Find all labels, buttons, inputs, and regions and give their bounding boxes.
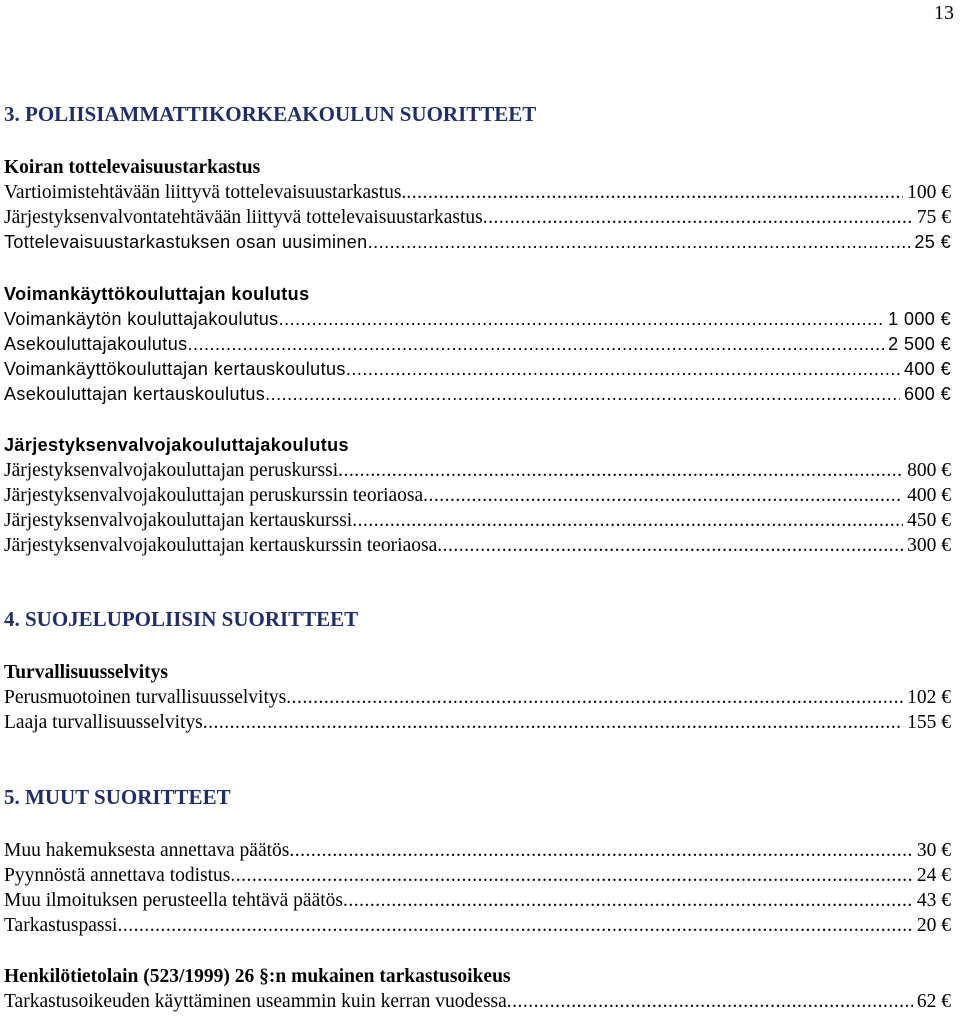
- fee-row: [4, 458, 951, 483]
- fee-row: [4, 307, 951, 332]
- leader-dots: [368, 230, 911, 255]
- fee-row: [4, 483, 951, 508]
- fee-amount: 155 €: [907, 712, 951, 733]
- fee-label: Järjestyksenvalvojakouluttajan kertauskurssin teoriaosa: [4, 535, 438, 556]
- section-heading-3: 3. POLIISIAMMATTIKORKEAKOULUN SUORITTEET: [4, 102, 537, 126]
- group-title-turva: Turvallisuusselvitys: [4, 662, 168, 683]
- fee-row: [4, 180, 951, 205]
- fee-row: [4, 382, 951, 407]
- leader-dots: [423, 483, 903, 508]
- leader-dots: [203, 710, 903, 735]
- fee-amount: 25 €: [914, 232, 951, 252]
- leader-dots: [507, 989, 913, 1014]
- fee-amount: 600 €: [903, 384, 951, 404]
- fee-amount: 102 €: [907, 687, 951, 708]
- leader-dots: [352, 508, 903, 533]
- fee-label: Voimankäyttökouluttajan kertauskoulutus: [4, 359, 346, 379]
- group-title-voimankaytto: Voimankäyttökouluttajan koulutus: [4, 284, 310, 304]
- fee-amount: 100 €: [907, 182, 951, 203]
- fee-row: [4, 913, 951, 938]
- fee-row: [4, 332, 951, 357]
- leader-dots: [279, 307, 885, 332]
- fee-amount: 24 €: [916, 865, 951, 886]
- group-title-koira: Koiran tottelevaisuustarkastus: [4, 157, 261, 178]
- leader-dots: [346, 357, 900, 382]
- leader-dots: [286, 685, 903, 710]
- fee-row: [4, 357, 951, 382]
- leader-dots: [406, 180, 903, 205]
- fee-row: [4, 508, 951, 533]
- fee-label: Laaja turvallisuusselvitys: [4, 712, 203, 733]
- fee-row: [4, 863, 951, 888]
- group-title-henkilo: Henkilötietolain (523/1999) 26 §:n mukainen tarkastusoikeus: [4, 966, 511, 987]
- leader-dots: [265, 382, 900, 407]
- leader-dots: [343, 888, 913, 913]
- fee-amount: 300 €: [907, 535, 951, 556]
- section-heading-4: 4. SUOJELUPOLIISIN SUORITTEET: [4, 607, 359, 631]
- fee-label: Voimankäytön kouluttajakoulutus: [4, 309, 279, 329]
- page-number: 13: [934, 2, 954, 24]
- fee-amount: 20 €: [916, 915, 951, 936]
- fee-label: Järjestyksenvalvojakouluttajan peruskurssin teoriaosa: [4, 485, 424, 506]
- fee-label: Järjestyksenvalvojakouluttajan kertauskurssi: [4, 510, 353, 531]
- fee-amount: 2 500 €: [888, 334, 951, 354]
- fee-row: [4, 888, 951, 913]
- fee-amount: 43 €: [916, 890, 951, 911]
- fee-amount: 400 €: [907, 485, 951, 506]
- fee-amount: 30 €: [916, 840, 951, 861]
- fee-amount: 800 €: [907, 460, 951, 481]
- fee-label: Tottelevaisuustarkastuksen osan uusiminen: [4, 232, 368, 252]
- leader-dots: [117, 913, 912, 938]
- fee-row: [4, 685, 951, 710]
- fee-label: Muu ilmoituksen perusteella tehtävä päätös: [4, 890, 343, 911]
- fee-label: Asekouluttajakoulutus: [4, 334, 188, 354]
- fee-label: Tarkastusoikeuden käyttäminen useammin kuin kerran vuodessa: [4, 991, 507, 1012]
- fee-row: [4, 710, 951, 735]
- leader-dots: [483, 205, 913, 230]
- fee-amount: 62 €: [916, 991, 951, 1012]
- leader-dots: [289, 838, 913, 863]
- fee-label: Asekouluttajan kertauskoulutus: [4, 384, 266, 404]
- fee-row: [4, 230, 951, 255]
- fee-amount: 1 000 €: [888, 309, 951, 329]
- fee-row: [4, 989, 951, 1014]
- fee-label: Tarkastuspassi: [4, 915, 118, 936]
- fee-label: Perusmuotoinen turvallisuusselvitys: [4, 687, 287, 708]
- fee-row: [4, 205, 951, 230]
- fee-row: [4, 533, 951, 558]
- leader-dots: [437, 533, 903, 558]
- fee-amount: 75 €: [916, 207, 951, 228]
- fee-label: Pyynnöstä annettava todistus: [4, 865, 231, 886]
- fee-label: Järjestyksenvalvojakouluttajan peruskurssi: [4, 460, 339, 481]
- leader-dots: [338, 458, 903, 483]
- fee-amount: 400 €: [903, 359, 951, 379]
- leader-dots: [230, 863, 912, 888]
- fee-label: Vartioimistehtävään liittyvä tottelevaisuustarkastus.: [4, 182, 407, 203]
- fee-label: Järjestyksenvalvontatehtävään liittyvä tottelevaisuustarkastus: [4, 207, 483, 228]
- fee-amount: 450 €: [907, 510, 951, 531]
- leader-dots: [188, 332, 885, 357]
- group-title-jarjestys: Järjestyksenvalvojakouluttajakoulutus: [4, 435, 349, 455]
- section-heading-5: 5. MUUT SUORITTEET: [4, 785, 231, 809]
- fee-label: Muu hakemuksesta annettava päätös: [4, 840, 290, 861]
- fee-row: [4, 838, 951, 863]
